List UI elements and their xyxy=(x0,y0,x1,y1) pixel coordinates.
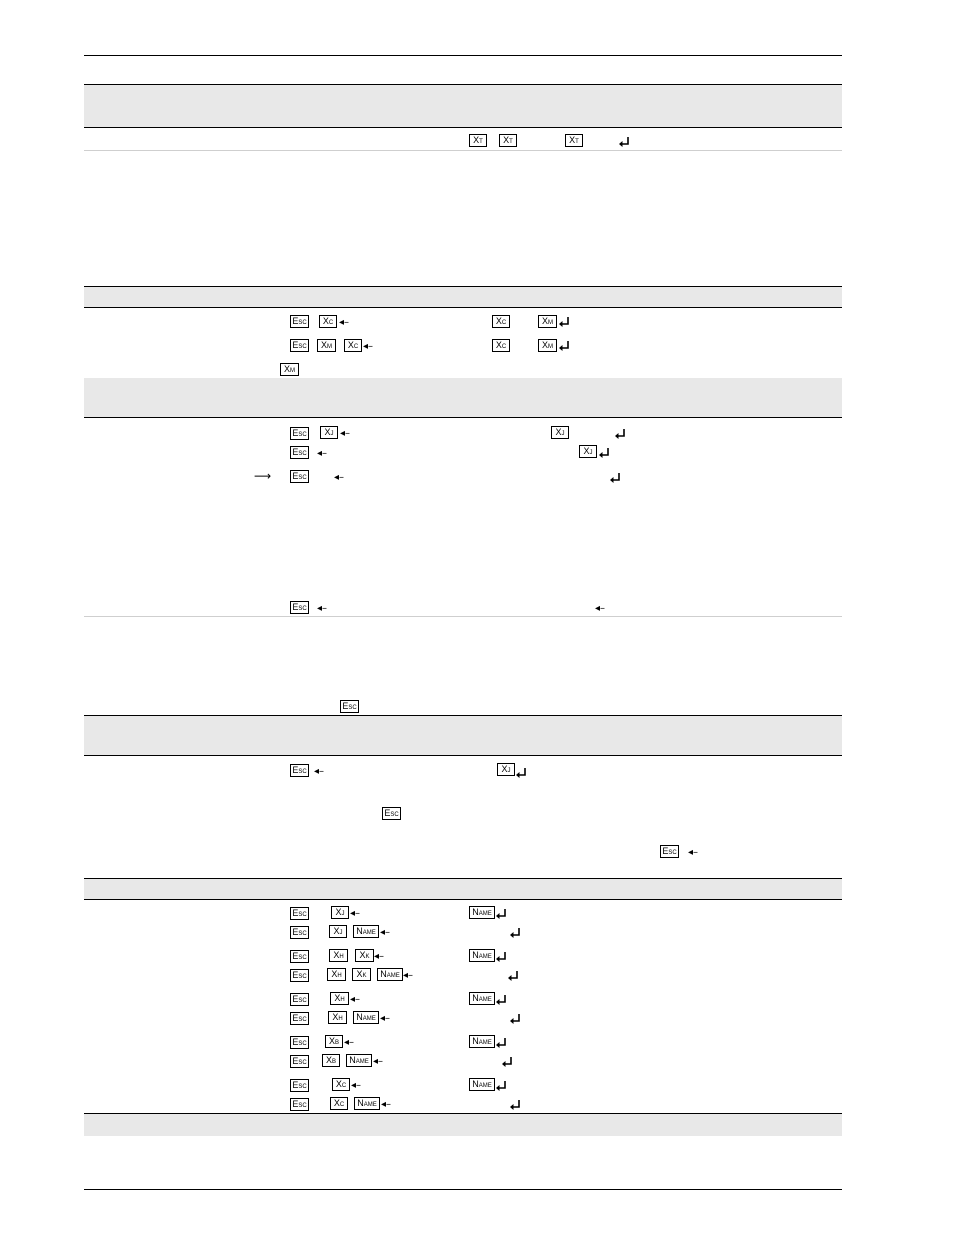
enter-key-icon xyxy=(495,1037,507,1049)
xj-key-icon: XJ xyxy=(579,445,597,458)
esc-key-icon: ESC xyxy=(290,601,309,614)
enter-key-icon xyxy=(495,1080,507,1092)
enter-key-icon xyxy=(558,340,570,352)
esc-key-icon: ESC xyxy=(290,427,309,440)
esc-key-icon: ESC xyxy=(660,845,679,858)
left-arrow-icon: ◂– xyxy=(374,951,385,962)
esc-key-icon: ESC xyxy=(290,926,309,939)
esc-key-icon: ESC xyxy=(340,700,359,713)
esc-key-icon: ESC xyxy=(290,1079,309,1092)
left-arrow-icon: ◂– xyxy=(595,603,606,614)
left-arrow-icon: ◂– xyxy=(351,1080,362,1091)
xc-key-icon: XC xyxy=(492,339,510,352)
xt-key-icon: XT xyxy=(565,134,583,147)
enter-key-icon xyxy=(501,1056,513,1068)
name-key-icon: NAME xyxy=(346,1054,372,1067)
left-arrow-icon: ◂– xyxy=(350,908,361,919)
left-arrow-icon: ◂– xyxy=(344,1037,355,1048)
left-arrow-icon: ◂– xyxy=(340,428,351,439)
enter-key-icon xyxy=(558,316,570,328)
left-arrow-icon: ◂– xyxy=(403,970,414,981)
esc-key-icon: ESC xyxy=(290,470,309,483)
xc-key-icon: XC xyxy=(330,1097,348,1110)
esc-key-icon: ESC xyxy=(290,993,309,1006)
xc-key-icon: XC xyxy=(332,1078,350,1091)
esc-key-icon: ESC xyxy=(290,1036,309,1049)
name-key-icon: NAME xyxy=(469,949,495,962)
enter-key-icon xyxy=(495,951,507,963)
xc-key-icon: XC xyxy=(492,315,510,328)
left-arrow-icon: ◂– xyxy=(314,766,325,777)
xj-key-icon: XJ xyxy=(320,426,338,439)
xt-key-icon: XT xyxy=(469,134,487,147)
xm-key-icon: XM xyxy=(538,339,557,352)
xt-key-icon: XT xyxy=(499,134,517,147)
xm-key-icon: XM xyxy=(317,339,336,352)
enter-key-icon xyxy=(509,1013,521,1025)
page-footer-rule xyxy=(84,1189,842,1190)
enter-key-icon xyxy=(515,767,527,779)
enter-key-icon xyxy=(509,1099,521,1111)
xc-key-icon: XC xyxy=(319,315,337,328)
left-arrow-icon: ◂– xyxy=(350,994,361,1005)
xk-key-icon: XK xyxy=(355,949,374,962)
enter-key-icon xyxy=(495,994,507,1006)
right-arrow-icon: ⟶ xyxy=(254,469,272,483)
row-divider xyxy=(84,616,842,617)
name-key-icon: NAME xyxy=(469,1078,495,1091)
xh-key-icon: XH xyxy=(327,968,346,981)
xh-key-icon: XH xyxy=(330,992,349,1005)
xk-key-icon: XK xyxy=(352,968,371,981)
name-key-icon: NAME xyxy=(469,1035,495,1048)
section-band-3 xyxy=(84,378,842,418)
left-arrow-icon: ◂– xyxy=(339,317,350,328)
xj-key-icon: XJ xyxy=(497,763,515,776)
left-arrow-icon: ◂– xyxy=(363,341,374,352)
name-key-icon: NAME xyxy=(469,992,495,1005)
left-arrow-icon: ◂– xyxy=(381,1099,392,1110)
left-arrow-icon: ◂– xyxy=(380,927,391,938)
enter-key-icon xyxy=(598,447,610,459)
esc-key-icon: ESC xyxy=(290,339,309,352)
table-header-band-5 xyxy=(84,878,842,900)
table-footer-band xyxy=(84,1113,842,1136)
enter-key-icon xyxy=(507,970,519,982)
enter-key-icon xyxy=(609,472,621,484)
esc-key-icon: ESC xyxy=(290,1055,309,1068)
name-key-icon: NAME xyxy=(354,1097,380,1110)
left-arrow-icon: ◂– xyxy=(373,1056,384,1067)
table-header-band-4 xyxy=(84,715,842,756)
esc-key-icon: ESC xyxy=(290,1098,309,1111)
xb-key-icon: XB xyxy=(325,1035,343,1048)
xh-key-icon: XH xyxy=(328,1011,347,1024)
xb-key-icon: XB xyxy=(322,1054,340,1067)
enter-key-icon xyxy=(509,927,521,939)
enter-key-icon xyxy=(495,908,507,920)
esc-key-icon: ESC xyxy=(290,446,309,459)
name-key-icon: NAME xyxy=(353,1011,379,1024)
xm-key-icon: XM xyxy=(280,363,299,376)
name-key-icon: NAME xyxy=(377,968,403,981)
left-arrow-icon: ◂– xyxy=(380,1013,391,1024)
xh-key-icon: XH xyxy=(329,949,348,962)
esc-key-icon: ESC xyxy=(382,807,401,820)
xj-key-icon: XJ xyxy=(329,925,347,938)
table-header-band-2 xyxy=(84,286,842,308)
row-divider xyxy=(84,150,842,151)
enter-key-icon xyxy=(618,136,630,148)
name-key-icon: NAME xyxy=(353,925,379,938)
esc-key-icon: ESC xyxy=(290,764,309,777)
left-arrow-icon: ◂– xyxy=(688,847,699,858)
xj-key-icon: XJ xyxy=(331,906,349,919)
esc-key-icon: ESC xyxy=(290,1012,309,1025)
xc-key-icon: XC xyxy=(344,339,362,352)
left-arrow-icon: ◂– xyxy=(334,472,345,483)
name-key-icon: NAME xyxy=(469,906,495,919)
enter-key-icon xyxy=(614,428,626,440)
esc-key-icon: ESC xyxy=(290,907,309,920)
xj-key-icon: XJ xyxy=(551,426,569,439)
left-arrow-icon: ◂– xyxy=(317,603,328,614)
esc-key-icon: ESC xyxy=(290,969,309,982)
table-header-band-1 xyxy=(84,84,842,128)
esc-key-icon: ESC xyxy=(290,950,309,963)
esc-key-icon: ESC xyxy=(290,315,309,328)
left-arrow-icon: ◂– xyxy=(317,448,328,459)
page-header-rule xyxy=(84,55,842,56)
xm-key-icon: XM xyxy=(538,315,557,328)
